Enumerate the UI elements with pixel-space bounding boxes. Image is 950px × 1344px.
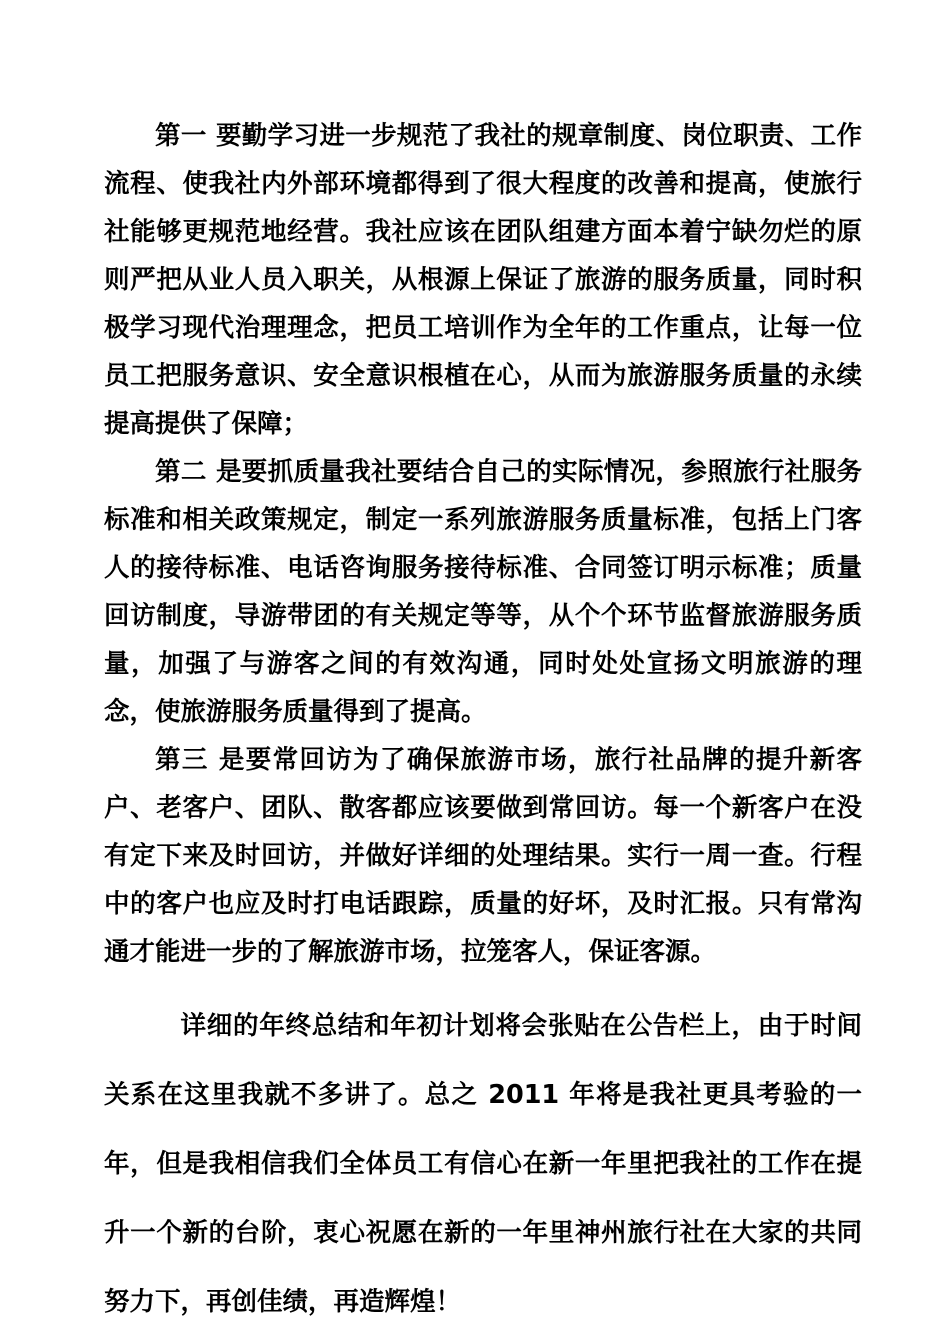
document-text-body bbox=[104, 112, 862, 1337]
closing-spacer bbox=[104, 976, 862, 992]
paragraph-closing-remarks: 详细的年终总结和年初计划将会张贴在公告栏上，由于时间关系在这里我就不多讲了。总之 2011 年将是我社更具考验的一年，但是我相信我们全体员工有信心在新一年里把我社的工作在提升一个新的台阶，衷心祝愿在新的一年里神州旅行社在大家的共同努力下，再创佳绩，再造辉煌！ bbox=[104, 1011, 862, 1317]
paragraph-third-point: 第三 是要常回访为了确保旅游市场，旅行社品牌的提升新客户、老客户、团队、散客都应该要做到常回访。每一个新客户在没有定下来及时回访，并做好详细的处理结果。实行一周一查。行程中的客户也应及时打电话跟踪，质量的好坏，及时汇报。只有常沟通才能进一步的了解旅游市场，拉笼客人，保证客源。 bbox=[104, 745, 862, 967]
paragraph-first-point: 第一 要勤学习进一步规范了我社的规章制度、岗位职责、工作流程、使我社内外部环境都得到了很大程度的改善和提高，使旅行社能够更规范地经营。我社应该在团队组建方面本着宁缺勿烂的原则严把从业人员入职关，从根源上保证了旅游的服务质量，同时积极学习现代治理理念，把员工培训作为全年的工作重点，让每一位员工把服务意识、安全意识根植在心，从而为旅游服务质量的永续提高提供了保障； bbox=[104, 121, 862, 439]
paragraph-second-point: 第二 是要抓质量我社要结合自己的实际情况，参照旅行社服务标准和相关政策规定，制定一系列旅游服务质量标准，包括上门客人的接待标准、电话咨询服务接待标准、合同签订明示标准；质量回访制度，导游带团的有关规定等等，从个个环节监督旅游服务质量，加强了与游客之间的有效沟通，同时处处宣扬文明旅游的理念，使旅游服务质量得到了提高。 bbox=[104, 457, 862, 727]
